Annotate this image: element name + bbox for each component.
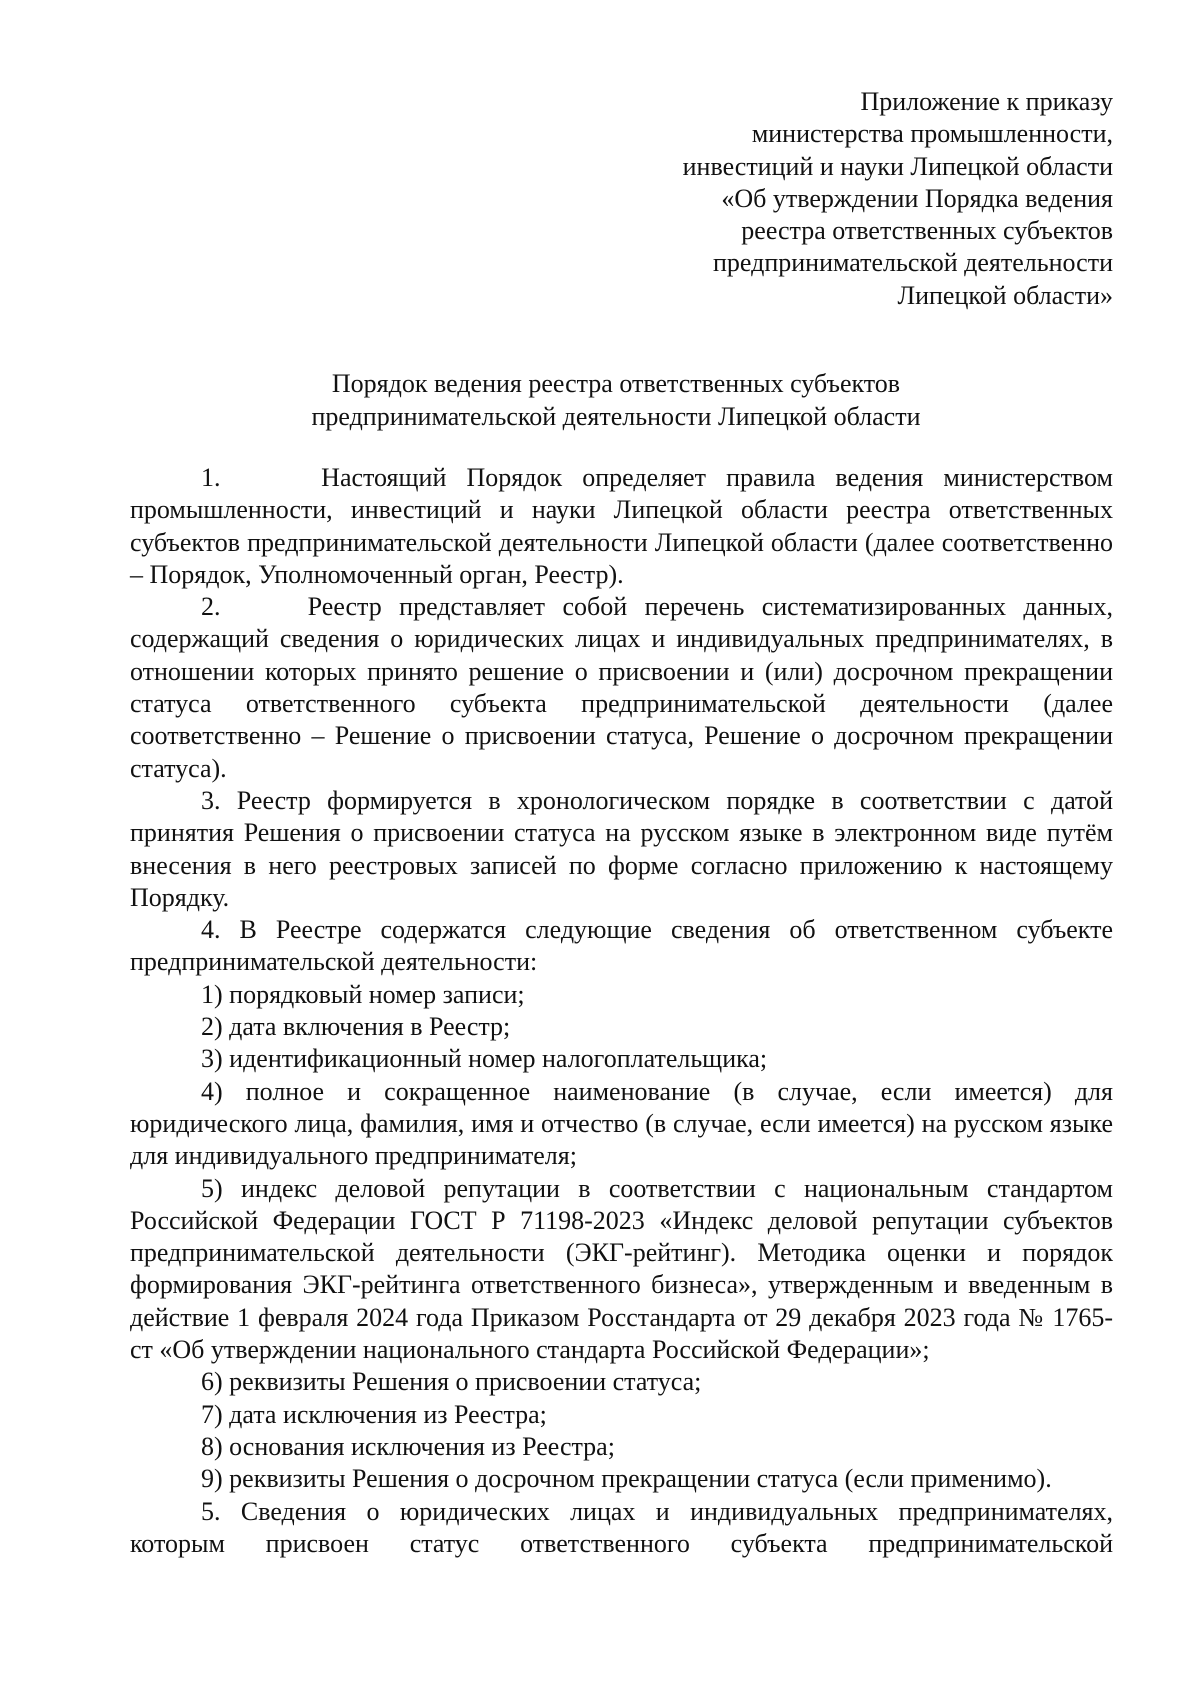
list-item: 6) реквизиты Решения о присвоении статуса; [201, 1367, 702, 1397]
list-item: 8) основания исключения из Реестра; [201, 1431, 615, 1461]
title-line-1: Порядок ведения реестра ответственных субъектов [331, 369, 901, 398]
paragraph-2: 2. Реестр представляет собой перечень систематизированных данных, содержащий сведения о юридических лицах и индивидуальных предпринимателях, в отношении которых принято решение о присвоении и (или) досрочном прекращении статуса ответственного субъекта предпринимательской деятельности (далее соответственно – Решение о присвоении статуса, Решение о досрочном прекращении статуса). [130, 592, 1113, 783]
appendix-line: предпринимательской деятельности [713, 248, 1113, 278]
appendix-line: «Об утверждении Порядка ведения [721, 183, 1113, 213]
list-item: 3) идентификационный номер налогоплательщика; [201, 1044, 768, 1074]
appendix-header [553, 86, 1113, 312]
paragraph-3: 3. Реестр формируется в хронологическом порядке в соответствии с датой принятия Решения о присвоении статуса на русском языке в электронном виде путём внесения в него реестровых записей по форме согласно приложению к настоящему Порядку. [130, 785, 1113, 912]
paragraph-4: 4. В Реестре содержатся следующие сведения об ответственном субъекте предпринимательской деятельности: [130, 915, 1113, 977]
document-title [0, 368, 1200, 433]
list-item: 9) реквизиты Решения о досрочном прекращении статуса (если применимо). [201, 1464, 1052, 1494]
title-line-2: предпринимательской деятельности Липецкой области [311, 401, 921, 431]
appendix-line: министерства промышленности, [751, 119, 1113, 149]
list-item: 5) индекс деловой репутации в соответствии с национальным стандартом Российской Федерации ГОСТ Р 71198-2023 «Индекс деловой репутации субъектов предпринимательской деятельности (ЭКГ-рейтинг). Методика оценки и порядок формирования ЭКГ-рейтинга ответственного бизнеса», утвержденным и введенным в действие 1 февраля 2024 года Приказом Росстандарта от 29 декабря 2023 года № 1765-ст «Об утверждении национального стандарта Российской Федерации»; [130, 1173, 1113, 1365]
appendix-line: Липецкой области» [897, 280, 1113, 310]
paragraph-1: 1. Настоящий Порядок определяет правила ведения министерством промышленности, инвестиций и науки Липецкой области реестра ответственных субъектов предпринимательской деятельности Липецкой области (далее соответственно – Порядок, Уполномоченный орган, Реестр). [130, 463, 1113, 589]
paragraph-5: 5. Сведения о юридических лицах и индивидуальных предпринимателях, которым присвоен статус ответственного субъекта предпринимательской [130, 1496, 1113, 1558]
list-item: 4) полное и сокращенное наименование (в случае, если имеется) для юридического лица, фамилия, имя и отчество (в случае, если имеется) на русском языке для индивидуального предпринимателя; [130, 1076, 1113, 1171]
appendix-line: реестра ответственных субъектов [741, 216, 1113, 246]
appendix-line: Приложение к приказу [860, 87, 1113, 116]
list-item: 7) дата исключения из Реестра; [201, 1399, 547, 1429]
list-item: 1) порядковый номер записи; [201, 979, 525, 1009]
appendix-line: инвестиций и науки Липецкой области [682, 151, 1113, 181]
document-body [130, 462, 1113, 1560]
list-item: 2) дата включения в Реестр; [201, 1012, 511, 1042]
